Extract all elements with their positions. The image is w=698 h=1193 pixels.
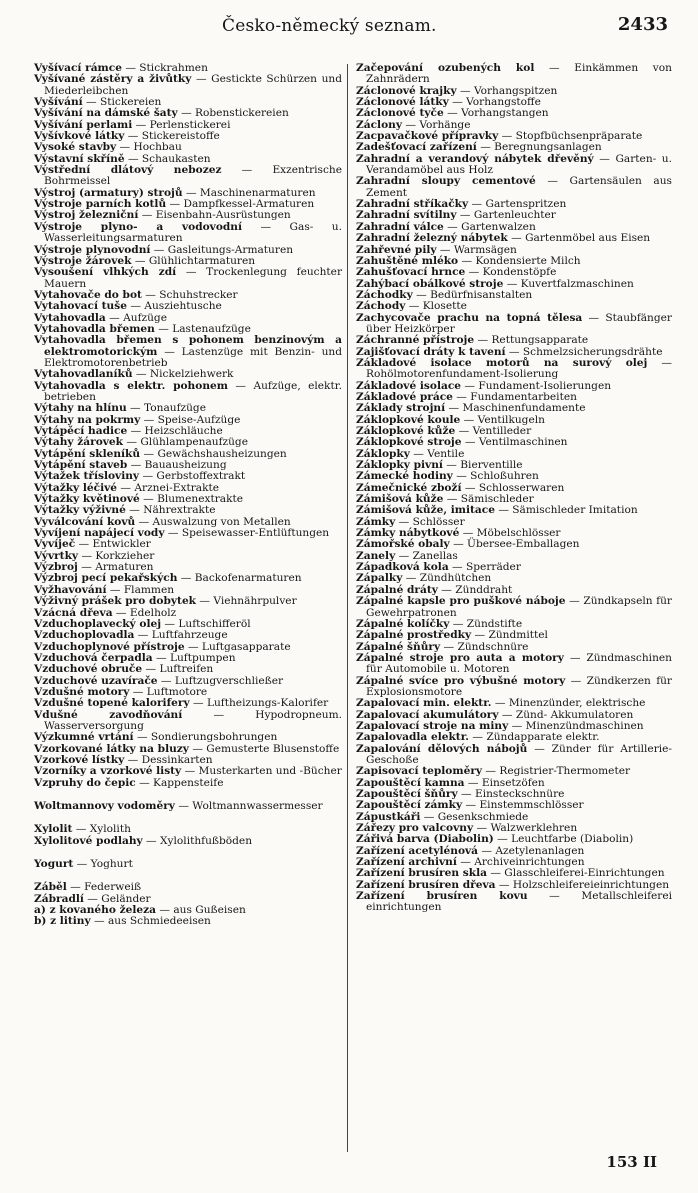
entry-translation: — Luftpumpen [152, 651, 236, 664]
entry-headword: Záclonové látky [356, 96, 449, 109]
entry-translation: — Luftfahrzeuge [134, 629, 228, 642]
entry-headword: Zámky [356, 515, 396, 528]
entry-headword: Vzorkované látky na bluzy [34, 742, 189, 755]
entry-headword: Záklopky [356, 447, 410, 460]
entry-headword: Výstroje parních kotlů [34, 198, 167, 211]
entry-translation: — Dessinkarten [124, 753, 213, 766]
entry-translation: — Hochbau [116, 141, 182, 154]
entry-headword: Vývrtky [34, 549, 79, 562]
entry-translation: — Glühlampenaufzüge [123, 436, 248, 449]
entry-translation: — Zünddraht [437, 583, 513, 596]
entry-headword: Výstřední dlátový nebozez [34, 164, 222, 177]
dictionary-entry [34, 836, 342, 847]
entry-headword: Zapouštěcí šňůry [356, 788, 458, 800]
entry-headword: Xylolit [34, 823, 73, 836]
entry-translation: — aus Schmiedeeisen [90, 915, 211, 928]
entry-translation: — Hypodropneum. Wasserversorgung [44, 708, 342, 732]
entry-translation: — Nährextrakte [125, 504, 216, 517]
entry-translation: — Schlösser [395, 515, 465, 528]
entry-translation: — Sämischleder Imitation [494, 504, 638, 517]
entry-headword: Vzdušné motory [34, 685, 130, 698]
entry-translation: — Gewächshausheizungen [140, 447, 287, 460]
entry-headword: Zářivá barva (Diabolin) [356, 833, 494, 846]
entry-headword: Vzduchoplynové přístroje [34, 640, 185, 653]
entry-headword: Výzbroj [34, 561, 78, 574]
entry-headword: Záchody [356, 300, 406, 313]
entry-translation: — Sondierungsbohrungen [133, 731, 278, 744]
entry-headword: Zapalovadla elektr. [356, 731, 469, 744]
entry-translation: — Fundament-Isolierungen [461, 379, 612, 392]
entry-headword: Zápalné kolíčky [356, 617, 450, 630]
entry-headword: Výstroje plyno- a vodovodní [34, 220, 243, 233]
entry-headword: Výtahy žárovek [34, 436, 124, 449]
entry-translation: — Geländer [83, 892, 151, 905]
entry-headword: Vytápění staveb [34, 459, 128, 472]
entry-translation: — Zünder für Artillerie-Geschoße [366, 742, 673, 766]
entry-headword: Zápalné šňůry [356, 640, 441, 653]
entry-translation: — Schaukasten [124, 152, 211, 165]
entry-translation: — Beregnungsanlagen [476, 141, 602, 154]
entry-headword: Výtažky léčivé [34, 481, 118, 494]
entry-translation: — Gestickte Schürzen und Miederleibchen [44, 73, 342, 97]
entry-translation: — aus Gußeisen [156, 904, 246, 917]
entry-translation: — Luftschifferöl [161, 617, 251, 630]
entry-translation: — Maschinenarmaturen [182, 186, 316, 199]
entry-headword: Vzdušné topené kalorifery [34, 697, 190, 710]
entry-translation: — Minenzünder, elektrische [491, 697, 646, 710]
entry-headword: Vytahovače do bot [34, 288, 142, 301]
entry-translation: — Vorhangstangen [443, 107, 549, 120]
entry-translation: — Stickrahmen [121, 62, 208, 74]
entry-translation: — Gartenmöbel aus Eisen [507, 232, 651, 245]
entry-translation: — Yoghurt [73, 858, 133, 871]
dictionary-entry [356, 176, 672, 199]
entry-translation: — Sperräder [448, 561, 521, 574]
entry-headword: Zápalné dráty [356, 583, 438, 596]
entry-headword: Zámečnické zboží [356, 481, 462, 494]
entry-headword: Zahradní válce [356, 220, 444, 233]
column-divider [347, 64, 348, 1152]
entry-headword: a) z kovaného železa [34, 904, 156, 917]
entry-translation: — Speise-Aufzüge [140, 413, 241, 426]
entry-headword: Záklopky pivní [356, 459, 443, 472]
entry-translation: — Azetylenanlagen [478, 844, 585, 857]
entry-headword: Výtahy na pokrmy [34, 413, 141, 426]
entry-headword: Začepování ozubených kol [356, 62, 535, 74]
dictionary-entry [356, 596, 672, 619]
entry-translation: — Kuvertfalzmaschinen [503, 277, 634, 290]
entry-headword: Základové isolace [356, 379, 462, 392]
entry-headword: Vyválcování kovů [34, 515, 136, 528]
entry-headword: Vyšívkové látky [34, 130, 125, 143]
entry-translation: — Stickereistoffe [124, 130, 220, 143]
entry-headword: Zahřevné pily [356, 243, 437, 256]
entry-headword: Základové isolace motorů na surový olej [356, 356, 648, 369]
dictionary-entry [356, 744, 672, 767]
entry-headword: Zachycovače prachu na topná tělesa [356, 311, 583, 324]
entry-headword: Zahuštěné mléko [356, 254, 459, 267]
entry-headword: Záclonové krajky [356, 84, 457, 97]
entry-translation: — Woltmannwassermesser [174, 800, 323, 812]
entry-headword: Zařízení brusíren skla [356, 867, 487, 880]
entry-translation: — Glühlichtarmaturen [131, 254, 256, 267]
entry-translation: — Archiveinrichtungen [456, 856, 585, 869]
entry-translation: — Bedürfnisanstalten [412, 288, 533, 301]
entry-translation: — Holzschleifereieinrichtungen [495, 878, 670, 891]
dictionary-entry [34, 381, 342, 404]
entry-headword: Zadešťovací zařízení [356, 141, 477, 154]
entry-headword: Zámořské obaly [356, 538, 450, 551]
entry-translation: — Musterkarten und -Bücher [181, 765, 342, 778]
entry-translation: — Zündstifte [449, 617, 523, 630]
entry-translation: — Minenzündmaschinen [508, 719, 644, 732]
dictionary-entry [356, 154, 672, 177]
entry-headword: Zajišťovací dráty k tavení [356, 345, 506, 358]
entry-headword: Vyšívací rámce [34, 62, 122, 74]
entry-headword: Zanely [356, 549, 396, 562]
entry-headword: Vzpruhy do čepic [34, 776, 136, 789]
dictionary-entry [34, 801, 342, 812]
entry-headword: Výzkumné vrtání [34, 731, 134, 744]
entry-headword: Vzduchoplavecký olej [34, 617, 162, 630]
entry-translation: — Vorhänge [402, 118, 471, 131]
entry-translation: — Luftreifen [142, 663, 214, 676]
entry-translation: — Bierventille [442, 459, 523, 472]
entry-translation: — Ausziehtusche [126, 300, 222, 313]
entry-headword: Vyšívání perlami [34, 118, 133, 131]
entry-translation: — Gartenleuchter [456, 209, 556, 222]
entry-translation: — Vorhangspitzen [456, 84, 558, 97]
entry-headword: Zámky nábytkové [356, 527, 460, 540]
entry-translation: — Xylolithfußböden [142, 834, 253, 847]
entry-headword: Zápalné prostředky [356, 629, 472, 642]
entry-translation: — Exzentrische Bohrmeissel [44, 164, 342, 188]
entry-translation: — Viehnährpulver [196, 595, 297, 608]
entry-headword: Zařízení acetylénová [356, 844, 479, 857]
entry-translation: — Korkzieher [78, 549, 155, 562]
entry-translation: — Zünd- Akkumulatoren [498, 708, 634, 721]
entry-translation: — Zündmittel [471, 629, 548, 642]
entry-translation: — Kappensteife [135, 776, 224, 789]
entry-translation: — Ventilmaschinen [461, 436, 568, 449]
entry-headword: Zahradní svítilny [356, 209, 457, 222]
entry-translation: — Einsteckschnüre [457, 788, 565, 800]
dictionary-entry [34, 267, 342, 290]
entry-headword: Vytápěcí hadice [34, 425, 128, 437]
entry-translation: — Vorhangstoffe [448, 96, 541, 109]
entry-headword: Zapalovací stroje na miny [356, 719, 509, 732]
entry-translation: — Zündschnüre [440, 640, 529, 653]
right-column [356, 63, 672, 914]
entry-translation: — Luftzugverschließer [157, 674, 284, 687]
dictionary-entry [356, 313, 672, 336]
entry-translation: — Speisewasser-Entlüftungen [164, 527, 330, 540]
entry-headword: Zařízení brusíren kovu [356, 890, 528, 903]
dictionary-entry [34, 165, 342, 188]
entry-headword: Výtahy na hlínu [34, 402, 127, 415]
entry-translation: — Federweiß [66, 881, 142, 894]
entry-headword: Zahradní a verandový nábytek dřevěný [356, 152, 594, 165]
entry-headword: Zahradní železný nábytek [356, 232, 508, 245]
dictionary-entry [356, 676, 672, 699]
entry-translation: — Luftmotore [129, 685, 208, 698]
entry-translation: — Perlenstickerei [132, 118, 231, 131]
page-number: 2433 [617, 14, 668, 35]
entry-translation: — Luftgasapparate [184, 640, 291, 653]
entry-translation: — Zanellas [395, 549, 458, 562]
entry-headword: Výstroje plynovodní [34, 243, 151, 256]
entry-translation: — Schloßuhren [452, 470, 539, 483]
dictionary-entry [34, 710, 342, 733]
entry-translation: — Einstemmschlösser [462, 799, 584, 812]
entry-translation: — Auswalzung von Metallen [135, 515, 291, 528]
entry-headword: Výstroj (armatury) strojů [34, 186, 183, 199]
entry-headword: Zápustkáři [356, 810, 421, 823]
entry-headword: Zapouštěcí zámky [356, 799, 463, 812]
entry-translation: — Ventile [409, 447, 465, 460]
entry-headword: Vyšívání [34, 96, 83, 109]
entry-translation: — Kondensierte Milch [458, 254, 581, 267]
entry-translation: — Xylolith [72, 823, 131, 836]
entry-headword: Vytahovadla [34, 311, 106, 324]
entry-headword: Základové práce [356, 390, 453, 403]
entry-translation: — Gas- u. Wasserleitungsarmaturen [44, 220, 342, 245]
entry-headword: Vysoké stavby [34, 141, 117, 154]
entry-headword: Záchranné přístroje [356, 334, 475, 347]
entry-translation: — Lastenaufzüge [154, 322, 251, 335]
entry-translation: — Einsetzöfen [464, 776, 545, 789]
entry-headword: Vytahovadla s elektr. pohonem [34, 379, 228, 392]
entry-headword: Západková kola [356, 561, 449, 574]
entry-translation: — Gerbstoffextrakt [139, 470, 246, 483]
entry-headword: Zapouštěcí kamna [356, 776, 465, 789]
entry-translation: — Ventilleder [455, 425, 532, 437]
entry-translation: — Eisenbahn-Ausrüstungen [138, 209, 291, 222]
entry-translation: — Metallschleiferei einrichtungen [366, 890, 672, 914]
entry-headword: Woltmannovy vodoměry [34, 800, 175, 812]
entry-translation: — Schuhstrecker [141, 288, 238, 301]
entry-translation: — Heizschläuche [127, 425, 223, 437]
dictionary-entry [356, 653, 672, 676]
entry-translation: — Klosette [405, 300, 467, 313]
entry-headword: Záběl [34, 881, 67, 894]
entry-headword: Zámišová kůže, imitace [356, 504, 495, 517]
entry-headword: Vyžhavování [34, 583, 107, 596]
entry-headword: Zapisovací teploměry [356, 765, 483, 778]
entry-headword: Záchodky [356, 288, 413, 301]
entry-headword: Zahradní stříkačky [356, 198, 469, 211]
entry-headword: Zápalné kapsle pro puškové náboje [356, 595, 566, 608]
entry-translation: — Maschinenfundamente [445, 402, 586, 415]
entry-translation: — Staubfänger über Heizkörper [366, 311, 672, 335]
entry-headword: Záklopkové stroje [356, 436, 462, 449]
entry-headword: Vzorkové lístky [34, 753, 125, 766]
entry-translation: — Lastenzüge mit Benzin- und Elektromotorenbetrieb [44, 345, 342, 369]
entry-headword: Vzduchové obruče [34, 663, 143, 676]
entry-headword: Vytahovadla břemen s pohonem benzinovým a elektromotorickým [34, 334, 342, 358]
entry-headword: Vzorníky a vzorkové listy [34, 765, 182, 778]
dictionary-entry [356, 891, 672, 914]
entry-translation: — Schlosserwaren [461, 481, 565, 494]
dictionary-entry [34, 859, 342, 870]
entry-headword: Vyvíječ [34, 538, 76, 551]
entry-translation: — Kondenstöpfe [465, 266, 557, 279]
entry-translation: — Walzwerklehren [473, 822, 578, 835]
entry-translation: — Tonaufzüge [126, 402, 206, 415]
dictionary-entry [34, 222, 342, 245]
entry-translation: — Gemusterte Blusenstoffe [188, 742, 340, 755]
entry-headword: Zahradní sloupy cementové [356, 175, 536, 188]
entry-translation: — Stickereien [82, 96, 162, 109]
entry-translation: — Ventilkugeln [460, 413, 545, 426]
entry-headword: Záclony [356, 118, 402, 131]
entry-headword: Záclonové tyče [356, 107, 444, 120]
entry-headword: Vdušné zavodňování [34, 708, 183, 721]
entry-headword: Yogurt [34, 858, 74, 871]
entry-translation: — Gesenkschmiede [420, 810, 529, 823]
entry-headword: Vysoušení vlhkých zdí [34, 266, 177, 279]
entry-headword: Zářezy pro valcovny [356, 822, 474, 835]
entry-translation: — Dampfkessel-Armaturen [166, 198, 315, 211]
entry-headword: Vyšívané zástěry a živůtky [34, 73, 192, 86]
dictionary-entry [34, 916, 342, 927]
entry-headword: Zacpavačkové přípravky [356, 130, 499, 143]
entry-headword: b) z litiny [34, 915, 91, 928]
dictionary-entry [34, 778, 342, 789]
entry-translation: — Sämischleder [443, 493, 534, 506]
entry-headword: Vytápění skleníků [34, 447, 141, 460]
entry-translation: — Luftheizungs-Kalorifer [189, 697, 329, 710]
entry-translation: — Zündkerzen für Explosionsmotore [366, 674, 672, 698]
entry-translation: — Nickelziehwerk [132, 368, 234, 381]
dictionary-entry [356, 358, 672, 381]
entry-translation: — Garten- u. Verandamöbel aus Holz [366, 152, 672, 177]
entry-translation: — Aufzüge [105, 311, 167, 324]
entry-translation: — Gartenspritzen [468, 198, 567, 211]
entry-headword: Výživný prášek pro dobytek [34, 595, 197, 608]
dictionary-entry [356, 63, 672, 86]
entry-headword: Výtažky květinové [34, 493, 140, 506]
entry-translation: — Rettungsapparate [474, 334, 589, 347]
entry-translation: — Zündhütchen [402, 572, 492, 585]
dictionary-entry [34, 74, 342, 97]
entry-headword: Výstroje žárovek [34, 254, 132, 267]
entry-headword: Výstavní skříně [34, 152, 125, 165]
entry-headword: Zápalné stroje pro auta a motory [356, 651, 564, 664]
entry-headword: Zámišová kůže [356, 493, 444, 506]
entry-translation: — Trockenlegung feuchter Mauern [44, 266, 343, 290]
entry-translation: — Zündmaschinen für Automobile u. Motoren [366, 651, 672, 676]
entry-headword: Zařízení brusíren dřeva [356, 878, 496, 891]
entry-translation: — Rohölmotorenfundament-Isolierung [366, 356, 672, 381]
entry-headword: Zahýbací obálkové stroje [356, 277, 504, 290]
entry-translation: — Zündkapseln für Gewehrpatronen [366, 595, 672, 619]
entry-headword: Vyšívání na dámské šaty [34, 107, 178, 120]
entry-headword: Vytahovadla břemen [34, 322, 155, 335]
entry-headword: Zapalovací akumulátory [356, 708, 499, 721]
entry-headword: Výstroj železniční [34, 209, 139, 222]
entry-headword: Výtažek třísloviny [34, 470, 140, 483]
entry-translation: — Zündapparate elektr. [469, 731, 600, 744]
entry-headword: Výzbroj pecí pekařských [34, 572, 178, 585]
entry-translation: — Einkämmen von Zahnrädern [366, 62, 672, 86]
entry-translation: — Backofenarmaturen [177, 572, 302, 585]
entry-translation: — Flammen [106, 583, 175, 596]
entry-headword: Vzácná dřeva [34, 606, 113, 619]
entry-translation: — Blumenextrakte [139, 493, 244, 506]
entry-translation: — Leuchtfarbe (Diabolin) [493, 833, 634, 846]
entry-headword: Vytahovací tuše [34, 300, 127, 313]
entry-translation: — Bauausheizung [127, 459, 227, 472]
signature-mark: 153 II [606, 1153, 657, 1171]
entry-headword: Základy strojní [356, 402, 446, 415]
entry-translation: — Stopfbüchsenpräparate [498, 130, 643, 143]
entry-headword: Vyvíjení napájecí vody [34, 527, 165, 540]
entry-translation: — Registrier-Thermometer [482, 765, 631, 778]
page-header [0, 0, 698, 60]
entry-headword: Zapalování dělových nábojů [356, 742, 528, 755]
entry-translation: — Entwickler [75, 538, 151, 551]
entry-headword: Vzduchoplovadla [34, 629, 135, 642]
entry-translation: — Schmelzsicherungsdrähte [505, 345, 663, 358]
entry-translation: — Übersee-Emballagen [449, 538, 580, 551]
entry-headword: Zábradlí [34, 892, 84, 905]
entry-translation: — Edelholz [112, 606, 177, 619]
left-column [34, 63, 342, 928]
dictionary-entry [34, 335, 342, 369]
entry-translation: — Armaturen [77, 561, 154, 574]
entry-translation: — Warmsägen [436, 243, 517, 256]
entry-headword: Zámecké hodiny [356, 470, 453, 483]
entry-headword: Vzduchové uzavírače [34, 674, 158, 687]
entry-headword: Zápalné svíce pro výbušné motory [356, 674, 566, 687]
entry-translation: — Gasleitungs-Armaturen [150, 243, 294, 256]
entry-headword: Výtažky výživné [34, 504, 126, 517]
entry-headword: Záklopkové koule [356, 413, 461, 426]
entry-translation: — Aufzüge, elektr. betrieben [44, 379, 342, 403]
entry-headword: Zapalovací min. elektr. [356, 697, 492, 710]
entry-translation: — Glasschleiferei-Einrichtungen [486, 867, 665, 880]
entry-translation: — Möbelschlösser [459, 527, 561, 540]
entry-translation: — Arznei-Extrakte [117, 481, 220, 494]
entry-headword: Vytahovadlaníků [34, 368, 133, 381]
entry-headword: Zápalky [356, 572, 403, 585]
entry-headword: Zahušťovací hrnce [356, 266, 466, 279]
entry-translation: — Gartenwalzen [443, 220, 536, 233]
entry-translation: — Fundamentarbeiten [452, 390, 577, 403]
entry-headword: Zařízení archivní [356, 856, 457, 869]
entry-headword: Xylolitové podlahy [34, 834, 143, 847]
entry-headword: Vzduchová čerpadla [34, 651, 153, 664]
entry-translation: — Gartensäulen aus Zement [366, 175, 672, 199]
running-title: Česko-německý seznam. [222, 16, 437, 36]
entry-headword: Záklopkové kůže [356, 425, 456, 437]
entry-translation: — Robenstickereien [177, 107, 289, 120]
